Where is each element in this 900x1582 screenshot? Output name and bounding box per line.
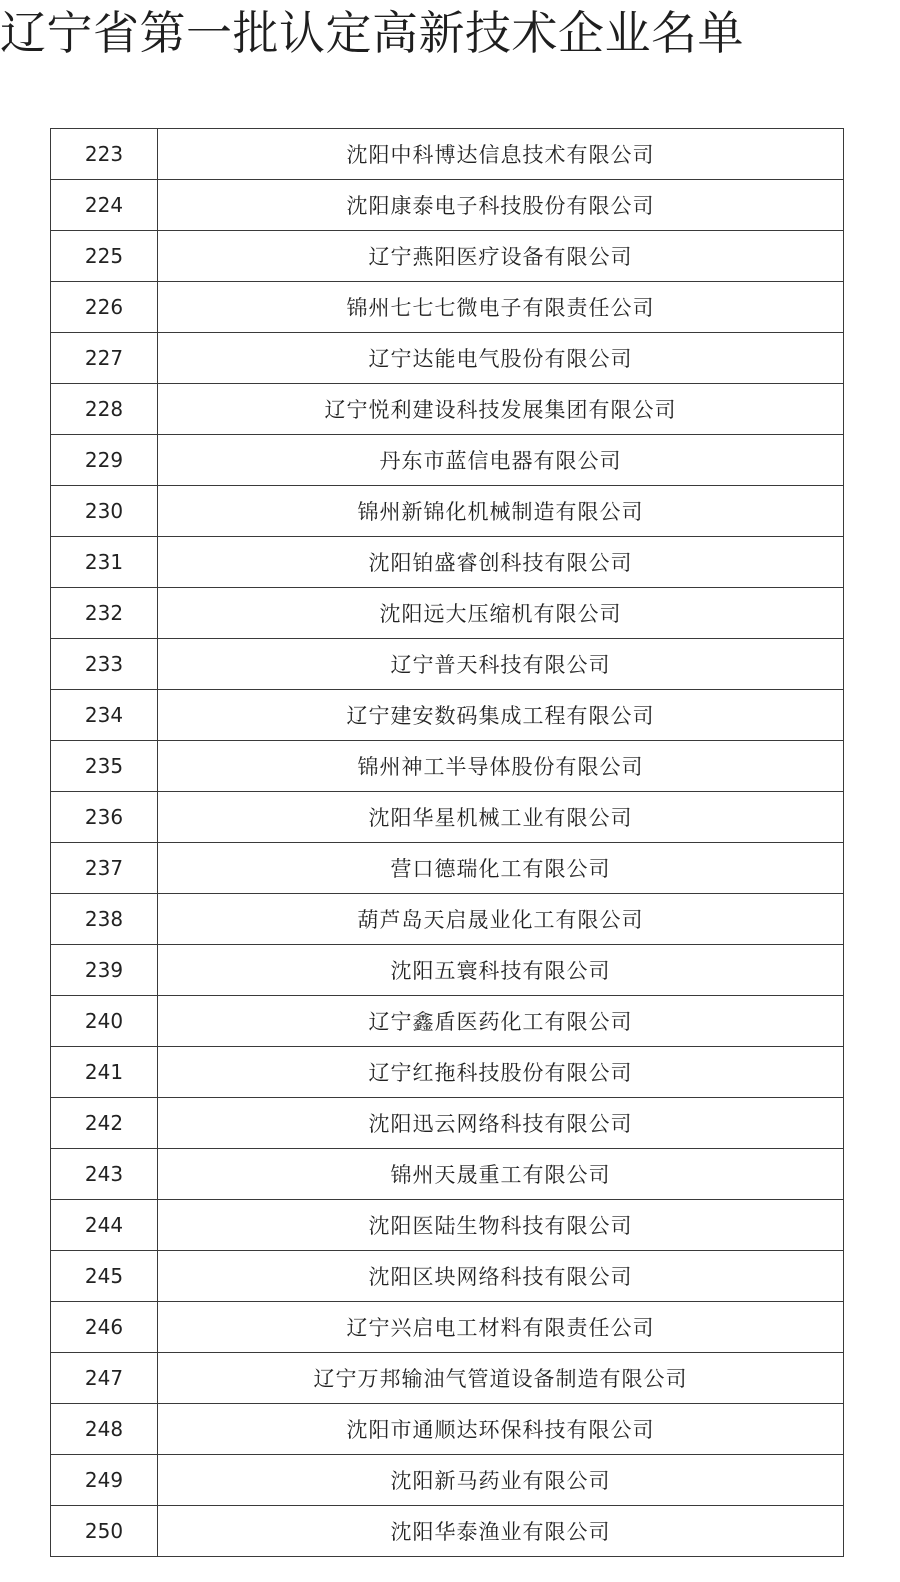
company-name: 沈阳中科博达信息技术有限公司 (158, 129, 844, 180)
company-name: 沈阳华星机械工业有限公司 (158, 792, 844, 843)
row-number: 241 (51, 1047, 158, 1098)
table-row (51, 741, 844, 792)
table-row (51, 486, 844, 537)
table-row (51, 1047, 844, 1098)
table-row (51, 129, 844, 180)
company-name: 沈阳铂盛睿创科技有限公司 (158, 537, 844, 588)
company-name: 辽宁红拖科技股份有限公司 (158, 1047, 844, 1098)
page-title: 辽宁省第一批认定高新技术企业名单 (0, 6, 744, 60)
table-row (51, 537, 844, 588)
company-name: 辽宁悦利建设科技发展集团有限公司 (158, 384, 844, 435)
row-number: 233 (51, 639, 158, 690)
row-number: 226 (51, 282, 158, 333)
table-row (51, 384, 844, 435)
company-name: 沈阳市通顺达环保科技有限公司 (158, 1404, 844, 1455)
table-row (51, 1455, 844, 1506)
row-number: 225 (51, 231, 158, 282)
row-number: 235 (51, 741, 158, 792)
row-number: 236 (51, 792, 158, 843)
table-row (51, 180, 844, 231)
row-number: 248 (51, 1404, 158, 1455)
company-name: 沈阳迅云网络科技有限公司 (158, 1098, 844, 1149)
table-row (51, 996, 844, 1047)
row-number: 232 (51, 588, 158, 639)
row-number: 246 (51, 1302, 158, 1353)
table-row (51, 1149, 844, 1200)
row-number: 243 (51, 1149, 158, 1200)
row-number: 227 (51, 333, 158, 384)
table-row (51, 435, 844, 486)
company-name: 沈阳康泰电子科技股份有限公司 (158, 180, 844, 231)
table-row (51, 1251, 844, 1302)
table-row (51, 1200, 844, 1251)
row-number: 231 (51, 537, 158, 588)
company-name: 营口德瑞化工有限公司 (158, 843, 844, 894)
company-name: 锦州天晟重工有限公司 (158, 1149, 844, 1200)
company-name: 丹东市蓝信电器有限公司 (158, 435, 844, 486)
row-number: 230 (51, 486, 158, 537)
company-name: 沈阳华泰渔业有限公司 (158, 1506, 844, 1557)
table-row (51, 1353, 844, 1404)
row-number: 229 (51, 435, 158, 486)
company-list-body (51, 129, 844, 1557)
company-name: 辽宁普天科技有限公司 (158, 639, 844, 690)
table-row (51, 1506, 844, 1557)
table-row (51, 588, 844, 639)
table-row (51, 843, 844, 894)
table-row (51, 1098, 844, 1149)
table-row (51, 639, 844, 690)
company-name: 辽宁达能电气股份有限公司 (158, 333, 844, 384)
table-row (51, 690, 844, 741)
table-row (51, 333, 844, 384)
row-number: 242 (51, 1098, 158, 1149)
company-name: 锦州新锦化机械制造有限公司 (158, 486, 844, 537)
table-row (51, 1302, 844, 1353)
row-number: 238 (51, 894, 158, 945)
company-name: 沈阳远大压缩机有限公司 (158, 588, 844, 639)
company-name: 辽宁兴启电工材料有限责任公司 (158, 1302, 844, 1353)
table-row (51, 282, 844, 333)
row-number: 244 (51, 1200, 158, 1251)
table-row (51, 231, 844, 282)
company-name: 沈阳新马药业有限公司 (158, 1455, 844, 1506)
company-name: 锦州七七七微电子有限责任公司 (158, 282, 844, 333)
row-number: 223 (51, 129, 158, 180)
company-name: 沈阳五寰科技有限公司 (158, 945, 844, 996)
company-name: 辽宁建安数码集成工程有限公司 (158, 690, 844, 741)
table-row (51, 945, 844, 996)
row-number: 240 (51, 996, 158, 1047)
row-number: 239 (51, 945, 158, 996)
table-row (51, 1404, 844, 1455)
row-number: 237 (51, 843, 158, 894)
company-name: 葫芦岛天启晟业化工有限公司 (158, 894, 844, 945)
company-name: 辽宁鑫盾医药化工有限公司 (158, 996, 844, 1047)
company-name: 沈阳区块网络科技有限公司 (158, 1251, 844, 1302)
company-list-table (50, 128, 844, 1557)
company-name: 沈阳医陆生物科技有限公司 (158, 1200, 844, 1251)
company-name: 锦州神工半导体股份有限公司 (158, 741, 844, 792)
table-row (51, 894, 844, 945)
row-number: 224 (51, 180, 158, 231)
company-name: 辽宁万邦输油气管道设备制造有限公司 (158, 1353, 844, 1404)
row-number: 247 (51, 1353, 158, 1404)
row-number: 245 (51, 1251, 158, 1302)
company-name: 辽宁燕阳医疗设备有限公司 (158, 231, 844, 282)
table-row (51, 792, 844, 843)
row-number: 249 (51, 1455, 158, 1506)
row-number: 228 (51, 384, 158, 435)
row-number: 234 (51, 690, 158, 741)
row-number: 250 (51, 1506, 158, 1557)
